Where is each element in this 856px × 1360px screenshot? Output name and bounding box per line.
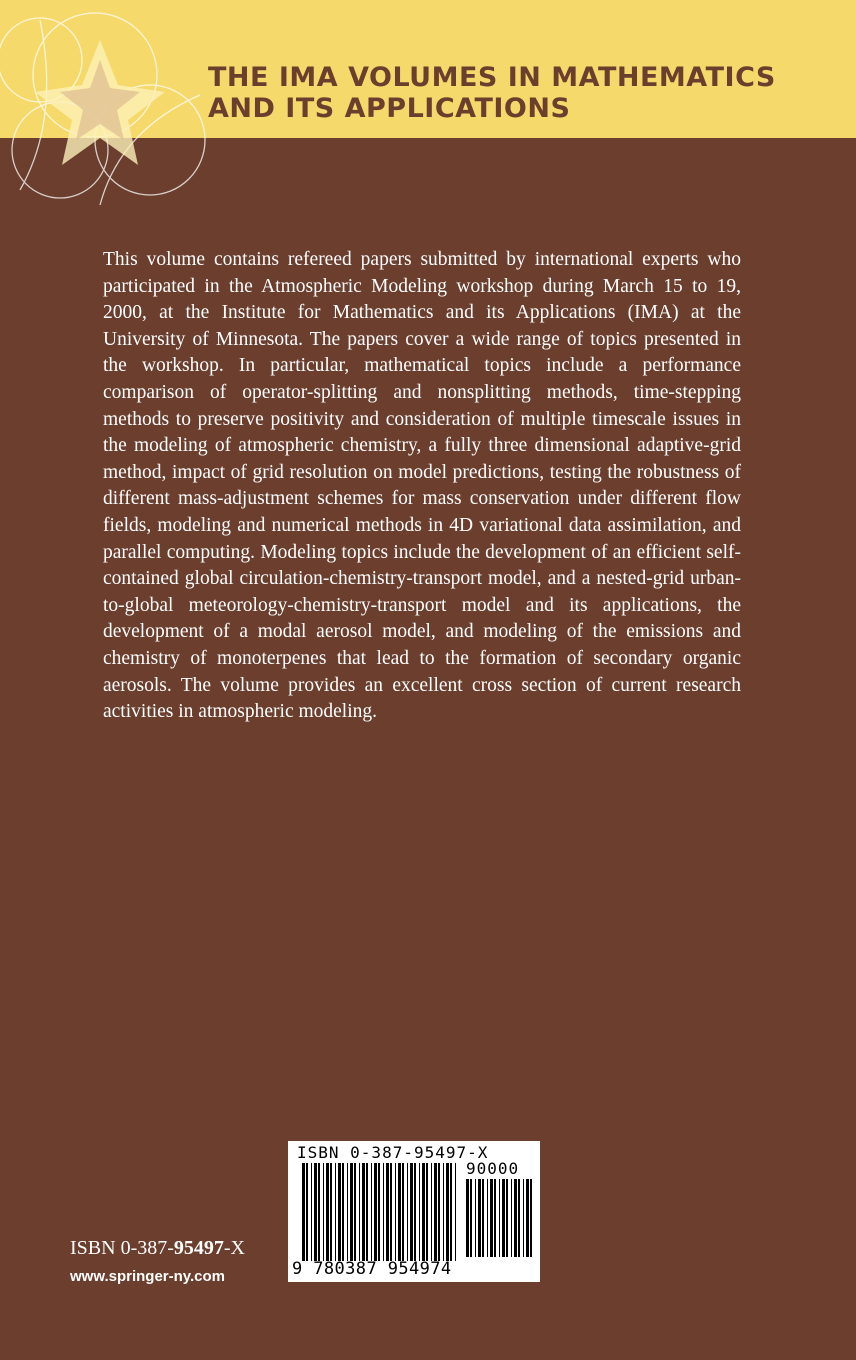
isbn-barcode bbox=[288, 1141, 540, 1282]
publisher-website: www.springer-ny.com bbox=[70, 1268, 226, 1285]
series-title bbox=[208, 62, 848, 124]
isbn-number bbox=[70, 1236, 245, 1260]
series-title-line-2: AND ITS APPLICATIONS bbox=[208, 93, 571, 124]
back-cover-description: This volume contains refereed papers submitted by international experts who participated in the Atmospheric Modeling workshop during March 15 to 19, 2000, at the Institute for Mathematics and its Applications (IMA) at the University of Minnesota. The papers cover a wide range of topics presented in the workshop. In particular, mathematical topics include a performance comparison of operator-splitting and nonsplitting methods, time-stepping methods to preserve positivity and consideration of multiple timescale issues in the modeling of atmospheric chemistry, a fully three dimensional adaptive-grid method, impact of grid resolution on model predictions, testing the robustness of different mass-adjustment schemes for mass conservation under different flow fields, modeling and numerical methods in 4D variational data assimilation, and parallel computing. Modeling topics include the development of an efficient self-contained global circulation-chemistry-transport model, and a nested-grid urban-to-global meteorology-chemistry-transport model and its applications, the development of a modal aerosol model, and modeling of the emissions and chemistry of monoterpenes that lead to the formation of secondary organic aerosols. The volume provides an excellent cross section of current research activities in atmospheric modeling. bbox=[103, 249, 741, 723]
barcode-isbn-label: ISBN 0-387-95497-X bbox=[297, 1143, 489, 1162]
barcode-ean-digits: 9 780387 954974 bbox=[292, 1259, 452, 1279]
isbn-suffix: -X bbox=[223, 1237, 245, 1259]
isbn-bold-part: 95497 bbox=[173, 1237, 224, 1259]
isbn-prefix: ISBN 0-387- bbox=[70, 1237, 174, 1259]
series-title-line-1: THE IMA VOLUMES IN MATHEMATICS bbox=[208, 62, 776, 93]
barcode-addon-code: 90000 bbox=[466, 1159, 520, 1178]
polyhedron-logo-icon bbox=[0, 0, 215, 205]
